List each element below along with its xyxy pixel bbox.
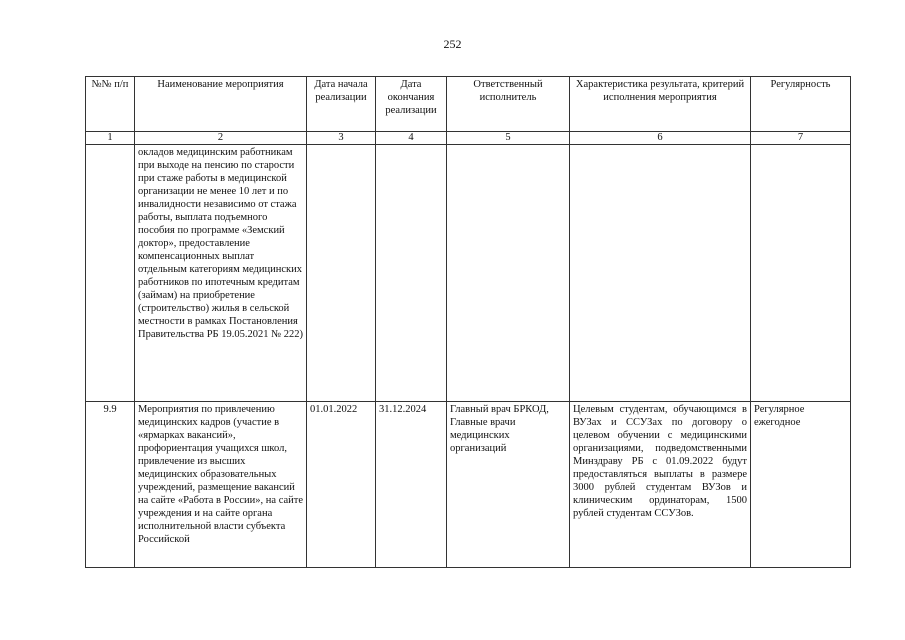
row-responsible (447, 145, 570, 402)
header-result: Характеристика результата, критерий исполнения мероприятия (570, 77, 751, 132)
measures-table (85, 76, 851, 568)
row-end-date: 31.12.2024 (376, 402, 447, 568)
row-result (570, 145, 751, 402)
row-name: Мероприятия по привлечению медицинских кадров (участие в «ярмарках вакансий», профориентация учащихся школ, привлечение из высших медицинских образовательных учреждений, размещение вакансий на сайте «Работа в России», на сайте учреждения и на сайте органа исполнительной власти субъекта Российской (135, 402, 307, 568)
row-regularity: Регулярное ежегодное (751, 402, 851, 568)
row-result: Целевым студентам, обучающимся в ВУЗах и ССУЗах по договору о целевом обучении с медицинскими организациями, подведомственными Минздраву РБ с 01.09.2022 будут предоставляться выплаты в размере 3000 рублей студентам ВУЗов и клиническим ординаторам, 1500 рублей студентам ССУЗов. (570, 402, 751, 568)
row-regularity (751, 145, 851, 402)
table-row (86, 145, 851, 402)
column-number: 6 (570, 132, 751, 145)
column-number: 3 (307, 132, 376, 145)
column-number-row (86, 132, 851, 145)
row-responsible: Главный врач БРКОД, Главные врачи медицинских организаций (447, 402, 570, 568)
row-start-date: 01.01.2022 (307, 402, 376, 568)
row-name: окладов медицинским работникам при выходе на пенсию по старости при стаже работы в медицинской организации не менее 10 лет и по инвалидности независимо от стажа работы, выплата подъемного пособия по программе «Земский доктор», предоставление компенсационных выплат отдельным категориям медицинских работников по ипотечным кредитам (займам) на приобретение (строительство) жилья в сельской местности в рамках Постановления Правительства РБ 19.05.2021 № 222) (135, 145, 307, 402)
header-responsible: Ответственный исполнитель (447, 77, 570, 132)
row-num: 9.9 (86, 402, 135, 568)
header-end-date: Дата окончания реализации (376, 77, 447, 132)
header-name: Наименование мероприятия (135, 77, 307, 132)
row-end-date (376, 145, 447, 402)
table-row (86, 402, 851, 568)
table-header-row (86, 77, 851, 132)
header-regularity: Регулярность (751, 77, 851, 132)
header-start-date: Дата начала реализации (307, 77, 376, 132)
column-number: 5 (447, 132, 570, 145)
row-start-date (307, 145, 376, 402)
header-num: №№ п/п (86, 77, 135, 132)
page-number: 252 (443, 37, 462, 51)
column-number: 7 (751, 132, 851, 145)
column-number: 1 (86, 132, 135, 145)
column-number: 2 (135, 132, 307, 145)
column-number: 4 (376, 132, 447, 145)
row-num (86, 145, 135, 402)
